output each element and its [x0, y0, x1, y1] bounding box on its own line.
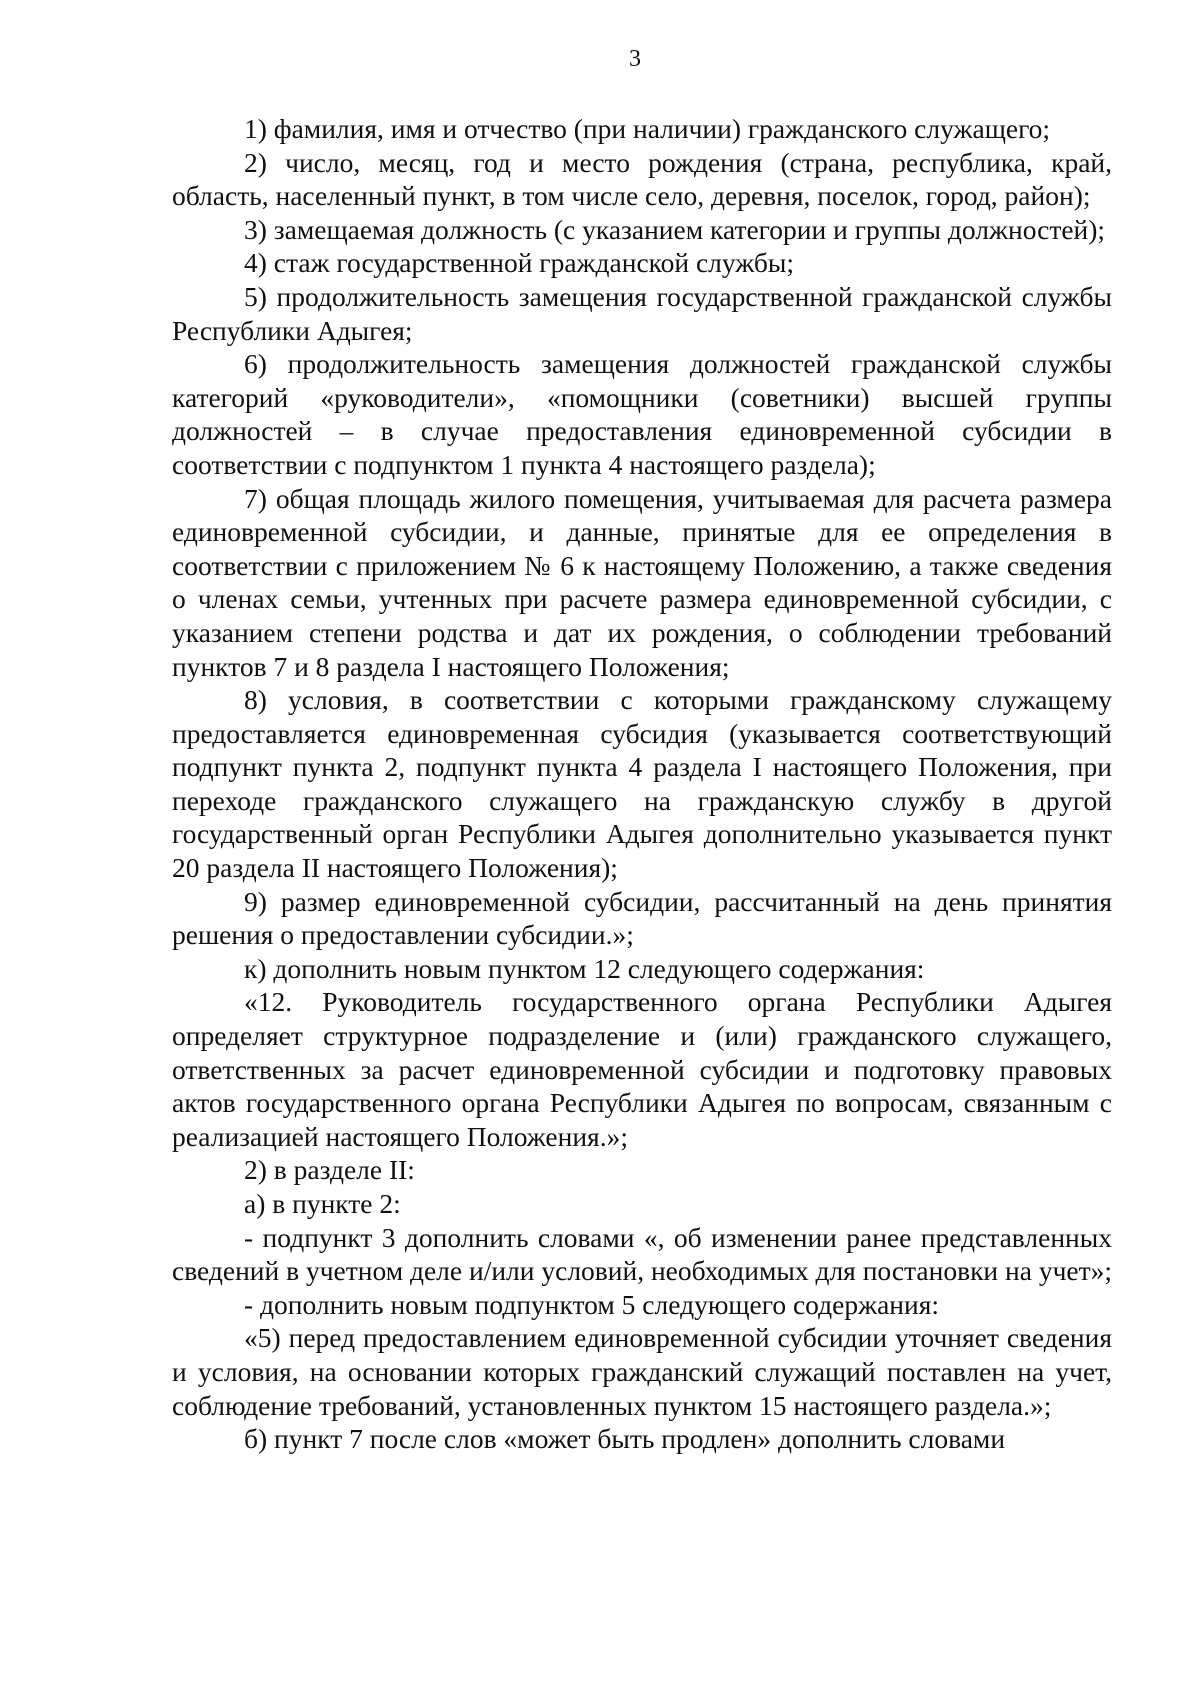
paragraph-1: 1) фамилия, имя и отчество (при наличии) гражданского служащего; — [244, 113, 1051, 144]
paragraph-14: - подпункт 3 дополнить словами «, об изменении ранее представленных сведений в учетном деле и/или условий, необходимых для постановки на учет»; — [172, 1221, 1113, 1287]
document-body — [172, 112, 1112, 1456]
paragraph-15: - дополнить новым подпунктом 5 следующего содержания: — [244, 1288, 940, 1320]
paragraph-5: 5) продолжительность замещения государственной гражданской службы Республики Адыгея; — [172, 280, 1112, 346]
paragraph-12: 2) в разделе II: — [244, 1154, 415, 1186]
paragraph-3: 3) замещаемая должность (с указанием категории и группы должностей); — [244, 213, 1106, 245]
paragraph-17: б) пункт 7 после слов «может быть продлен» дополнить словами — [244, 1423, 1006, 1455]
paragraph-11: «12. Руководитель государственного органа Республики Адыгея определяет структурное подразделение и (или) гражданского служащего, ответственных за расчет единовременной субсидии и подготовку правовых актов государственного органа Республики Адыгея по вопросам, связанным с реализацией настоящего Положения.»; — [172, 986, 1112, 1152]
paragraph-13: а) в пункте 2: — [244, 1188, 401, 1219]
paragraph-8: 8) условия, в соответствии с которыми гражданскому служащему предоставляется единовременная субсидия (указывается соответствующий подпункт пункта 2, подпункт пункта 4 раздела I настоящего Положения, при переходе гражданского служащего на гражданскую службу в другой государственный орган Республики Адыгея дополнительно указывается пункт 20 раздела II настоящего Положения); — [172, 684, 1112, 884]
page-number: 3 — [629, 46, 641, 72]
paragraph-9: 9) размер единовременной субсидии, рассчитанный на день принятия решения о предоставлении субсидии.»; — [172, 885, 1112, 951]
paragraph-16: «5) перед предоставлением единовременной субсидии уточняет сведения и условия, на основании которых гражданский служащий поставлен на учет, соблюдение требований, установленных пунктом 15 настоящего раздела.»; — [172, 1322, 1112, 1421]
paragraph-10: к) дополнить новым пунктом 12 следующего содержания: — [244, 952, 925, 984]
paragraph-6: 6) продолжительность замещения должностей гражданской службы категорий «руководители», «помощники (советники) высшей группы должностей – в случае предоставления единовременной субсидии в соответствии с подпунктом 1 пункта 4 настоящего раздела); — [172, 348, 1112, 480]
paragraph-2: 2) число, месяц, год и место рождения (страна, республика, край, область, населенный пункт, в том числе село, деревня, поселок, город, район); — [172, 146, 1112, 212]
paragraph-7: 7) общая площадь жилого помещения, учитываемая для расчета размера единовременной субсидии, и данные, принятые для ее определения в соответствии с приложением № 6 к настоящему Положению, а также сведения о членах семьи, учтенных при расчете размера единовременной субсидии, с указанием степени родства и дат их рождения, о соблюдении требований пунктов 7 и 8 раздела I настоящего Положения; — [172, 482, 1112, 682]
paragraph-4: 4) стаж государственной гражданской службы; — [244, 247, 795, 279]
